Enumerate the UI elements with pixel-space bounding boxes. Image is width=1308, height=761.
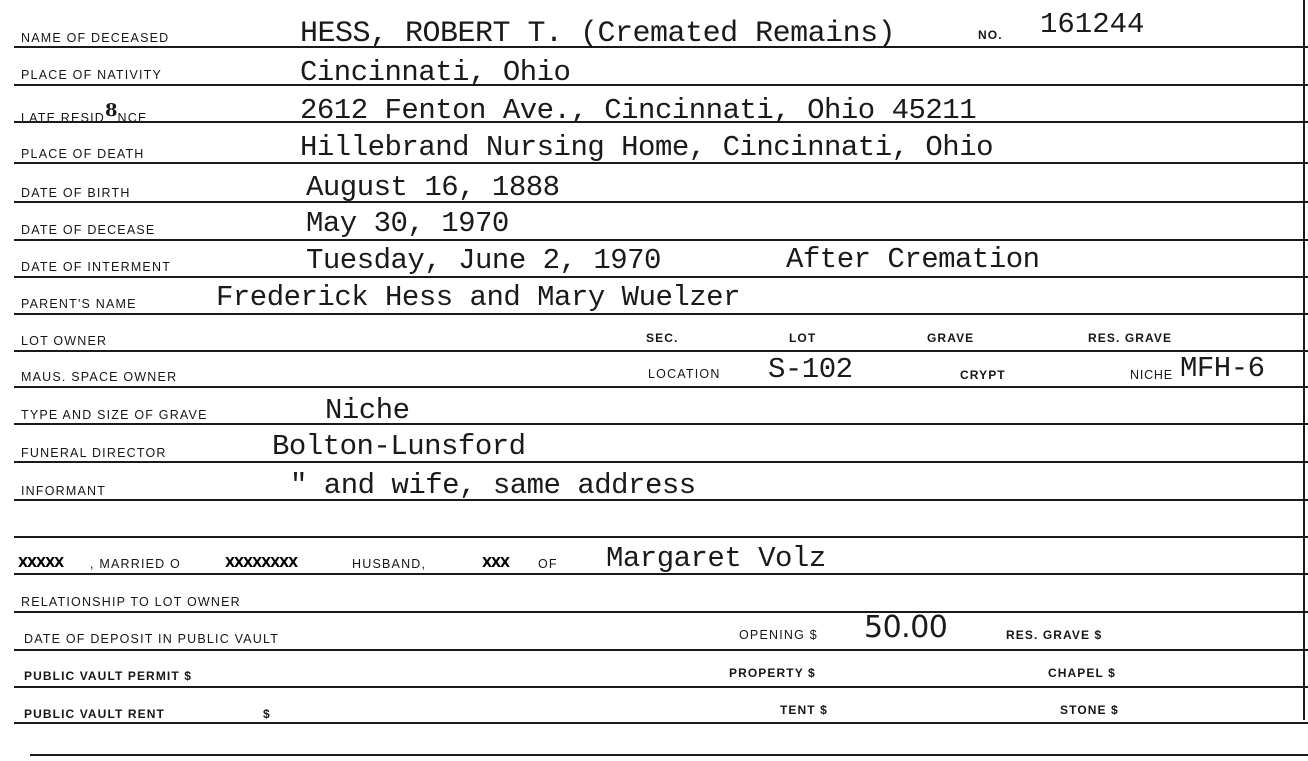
label-parents-name: PARENT'S NAME	[21, 297, 137, 311]
row-rule	[14, 686, 1308, 688]
value-late-residence: 2612 Fenton Ave., Cincinnati, Ohio 45211	[300, 94, 977, 127]
row-rule	[14, 201, 1308, 203]
value-location: S-102	[768, 353, 853, 386]
value-place-of-death: Hillebrand Nursing Home, Cincinnati, Ohio	[300, 131, 994, 164]
row-rule	[14, 611, 1308, 613]
struck-out-label: XXXXX	[18, 556, 64, 571]
right-edge-rule	[1303, 0, 1305, 720]
label-niche: NICHE	[1130, 368, 1173, 382]
label-late-residence-part2: NCE	[117, 111, 148, 125]
row-rule	[14, 386, 1308, 388]
label-crypt: CRYPT	[960, 368, 1006, 382]
label-informant: INFORMANT	[21, 484, 107, 498]
row-rule	[14, 536, 1308, 538]
label-date-of-birth: DATE OF BIRTH	[21, 186, 131, 200]
value-parents-name: Frederick Hess and Mary Wuelzer	[216, 281, 740, 314]
label-lot: LOT	[789, 331, 817, 345]
label-date-of-interment: DATE OF INTERMENT	[21, 260, 172, 274]
value-spouse: Margaret Volz	[606, 542, 826, 575]
label-public-vault-permit: PUBLIC VAULT PERMIT $	[24, 669, 192, 683]
label-married: , MARRIED O	[90, 557, 181, 571]
label-date-of-deposit: DATE OF DEPOSIT IN PUBLIC VAULT	[24, 632, 280, 646]
row-rule	[14, 461, 1308, 463]
label-location: LOCATION	[648, 367, 721, 381]
label-res-grave-fee: RES. GRAVE $	[1006, 628, 1103, 642]
label-relationship-to-lot-owner: RELATIONSHIP TO LOT OWNER	[21, 595, 241, 609]
value-date-of-birth: August 16, 1888	[306, 171, 560, 204]
row-rule	[14, 649, 1308, 651]
row-rule	[14, 84, 1308, 86]
row-rule	[14, 350, 1308, 352]
label-property: PROPERTY $	[729, 666, 816, 680]
label-maus-space-owner: MAUS. SPACE OWNER	[21, 370, 178, 384]
row-rule	[14, 423, 1308, 425]
label-type-and-size-of-grave: TYPE AND SIZE OF GRAVE	[21, 408, 208, 422]
value-niche: MFH-6	[1180, 352, 1265, 385]
label-lot-owner: LOT OWNER	[21, 334, 108, 348]
label-section: SEC.	[646, 331, 679, 345]
label-place-of-death: PLACE OF DEATH	[21, 147, 145, 161]
label-opening: OPENING $	[739, 628, 818, 642]
value-place-of-nativity: Cincinnati, Ohio	[300, 56, 571, 89]
value-date-of-interment: Tuesday, June 2, 1970	[306, 244, 661, 277]
label-chapel: CHAPEL $	[1048, 666, 1116, 680]
label-of: OF	[538, 557, 558, 571]
value-deceased-name: HESS, ROBERT T. (Cremated Remains)	[300, 17, 896, 51]
value-funeral-director: Bolton-Lunsford	[272, 430, 526, 463]
label-stone: STONE $	[1060, 703, 1119, 717]
value-interment-note: After Cremation	[786, 243, 1040, 276]
value-date-of-decease: May 30, 1970	[306, 207, 509, 240]
label-late-residence-overwrite: 8	[105, 100, 118, 121]
row-rule	[14, 276, 1308, 278]
label-public-vault-rent: PUBLIC VAULT RENT	[24, 707, 165, 721]
label-rent-dollar: $	[263, 707, 271, 721]
label-tent: TENT $	[780, 703, 828, 717]
value-grave-type: Niche	[325, 394, 410, 427]
label-husband: HUSBAND,	[352, 557, 427, 571]
label-grave: GRAVE	[927, 331, 975, 345]
label-res-grave: RES. GRAVE	[1088, 331, 1173, 345]
value-record-number: 161244	[1040, 8, 1145, 41]
label-record-number: NO.	[978, 28, 1003, 42]
value-informant: " and wife, same address	[290, 469, 696, 502]
struck-out-label: XXXXXXXX	[225, 556, 298, 571]
label-date-of-decease: DATE OF DECEASE	[21, 223, 156, 237]
bottom-rule	[30, 754, 1308, 756]
value-opening-amount: 50.00	[864, 610, 948, 645]
row-rule	[14, 722, 1308, 724]
label-funeral-director: FUNERAL DIRECTOR	[21, 446, 167, 460]
label-late-residence-part1: LATE RESID	[21, 111, 106, 125]
label-late-residence	[21, 100, 148, 127]
struck-out-label: XXX	[482, 556, 510, 571]
label-place-of-nativity: PLACE OF NATIVITY	[21, 68, 163, 82]
row-rule	[14, 239, 1308, 241]
label-name-of-deceased: NAME OF DECEASED	[21, 31, 170, 45]
